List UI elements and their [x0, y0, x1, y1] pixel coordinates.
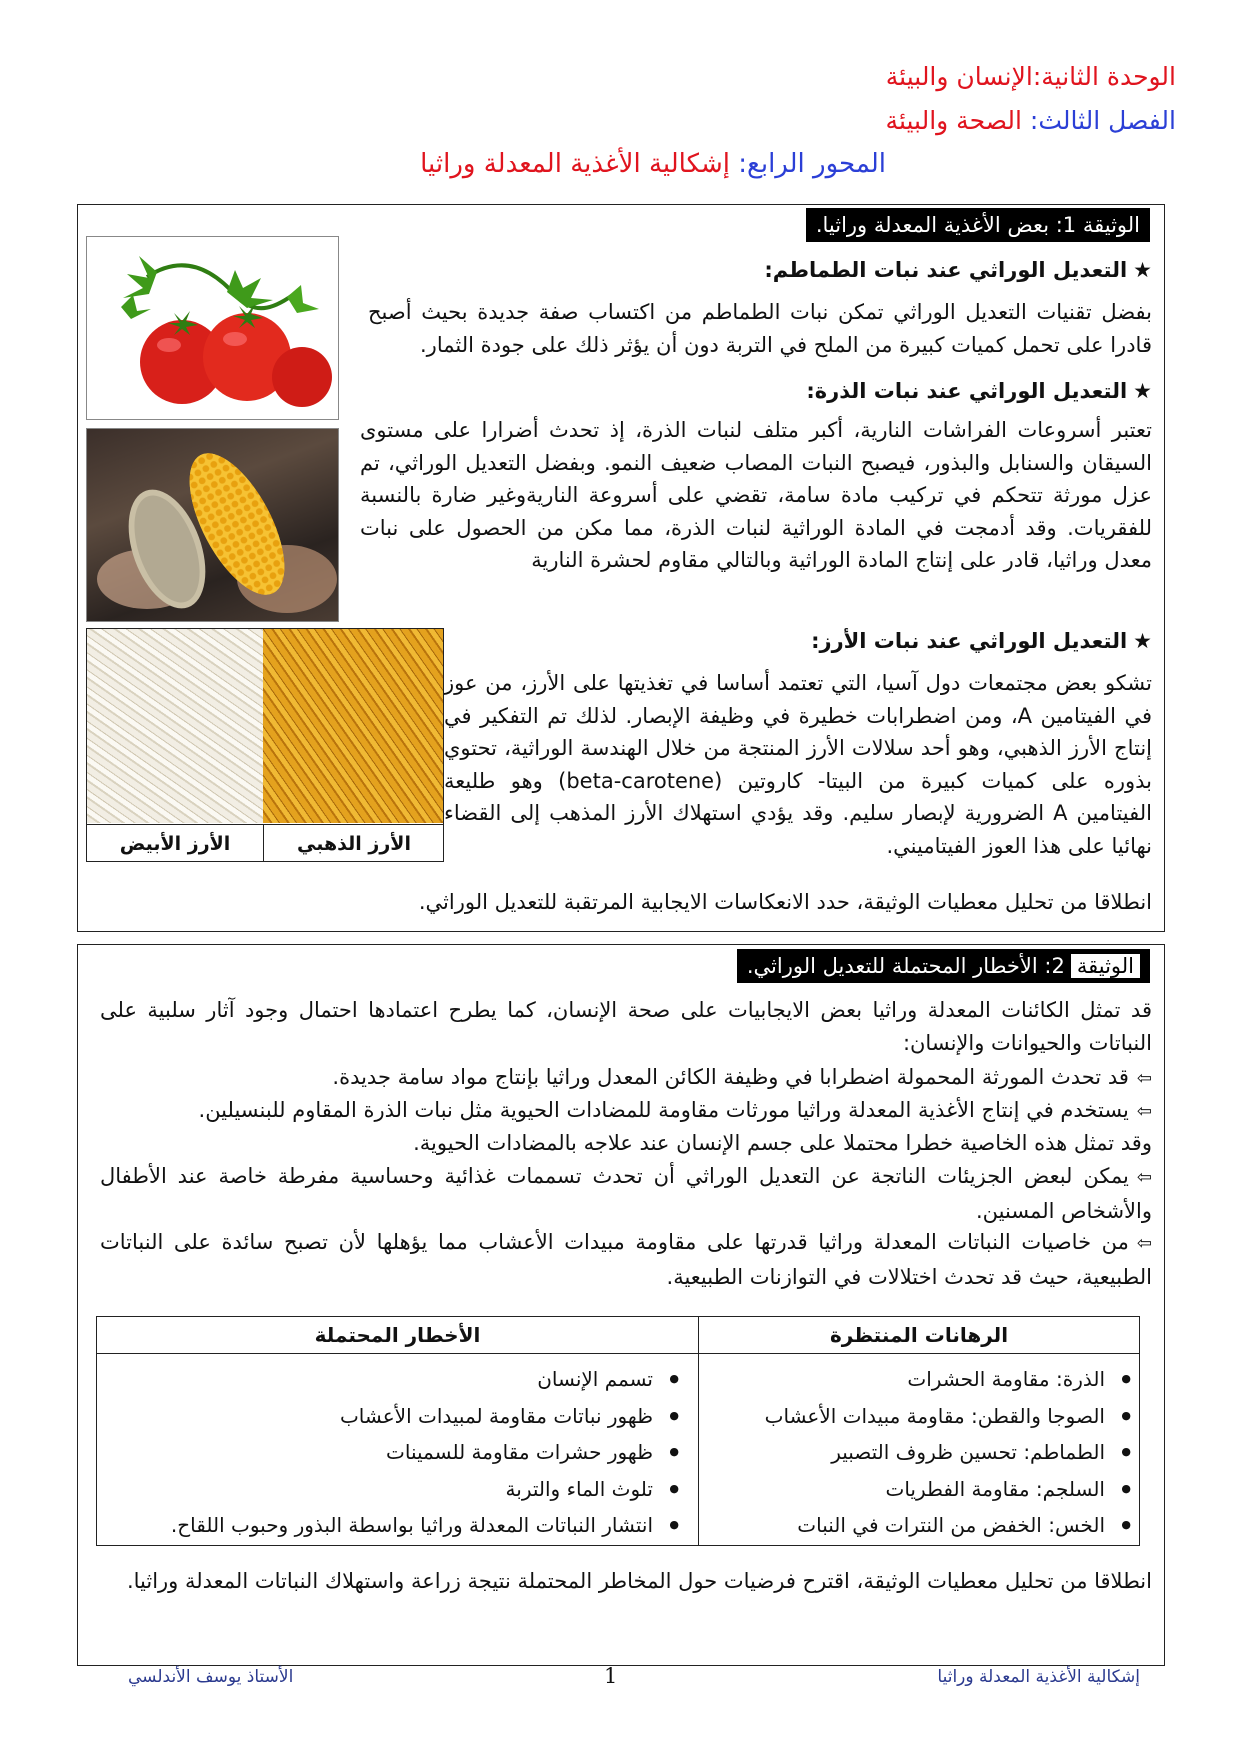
list-item: ● ظهور نباتات مقاومة لمبيدات الأعشاب — [171, 1398, 679, 1435]
table-header-divider — [97, 1353, 1139, 1354]
tomato-illustration — [87, 237, 338, 419]
document-2-title-word: الوثيقة — [1071, 954, 1140, 978]
document-2-title-rest: 2: الأخطار المحتملة للتعديل الوراثي. — [746, 954, 1065, 978]
unit-value: الإنسان والبيئة — [885, 62, 1033, 91]
rice-comparison-figure — [86, 628, 444, 862]
axis-heading — [420, 147, 886, 181]
tomato-image — [86, 236, 339, 420]
rice-text: تشكو بعض مجتمعات دول آسيا، التي تعتمد أساسا في تغذيتها على الأرز، من عوز في الفيتامين A، ومن اضطرابات خطيرة في وظيفة الإبصار. لذلك تم التفكير في إنتاج الأرز الذهبي، وهو أحد سلالات الأرز المنتجة من خلال الهندسة الوراثية، تحتوي بذوره على كميات كبيرة من البيتا- كاروتين (beta-carotene) وهو طليعة الفيتامين A الضرورية لإبصار سليم. وقد يؤدي استهلاك الأرز المذهب إلى القضاء نهائيا على هذا العوز الفيتاميني. — [444, 671, 1153, 858]
document-1-title: الوثيقة 1: بعض الأغذية المعدلة وراثيا. — [806, 208, 1150, 242]
arrow-icon: ⇦ — [1136, 1167, 1152, 1188]
star-icon: ★ — [1133, 258, 1152, 282]
list-item: ● تلوث الماء والتربة — [171, 1471, 679, 1508]
corn-illustration — [87, 429, 338, 621]
risk-bullet-1: ⇦قد تحدث المورثة المحمولة اضطرابا في وظيفة الكائن المعدل وراثيا بإنتاج مواد سامة جديدة. — [332, 1065, 1152, 1089]
white-rice-label: الأرز الأبيض — [87, 824, 263, 862]
risk-bullet-3: ⇦يمكن لبعض الجزيئات الناتجة عن التعديل الوراثي أن تحدث تسممات غذائية وحساسية مفرطة خاصة عند الأطفال والأشخاص المسنين. — [100, 1164, 1152, 1223]
document-1-task: انطلاقا من تحليل معطيات الوثيقة، حدد الانعكاسات الايجابية المرتقبة للتعديل الوراثي. — [418, 890, 1152, 914]
rice-heading: ★التعديل الوراثي عند نبات الأرز: — [811, 629, 1152, 653]
corn-text: تعتبر أسروعات الفراشات النارية، أكبر متلف لنبات الذرة، إذ تحدث أضرارا على مستوى السيقان والسنابل والبذور، فيصبح النبات المصاب ضعيف النمو. وبفضل التعديل الوراثي، تم عزل مورثة تتحكم في تركيب مادة سامة، تقضي على أسروعة الناريةوغير ضارة بالنسبة للفقريات. وقد أدمجت في المادة الوراثية لنبات الذرة، مما مكن من الحصول على نبات معدل وراثيا، قادر على إنتاج المادة الوراثية وبالتالي مقاوم لحشرة النارية — [360, 418, 1152, 572]
table-header-expected: الرهانات المنتظرة — [829, 1323, 1009, 1347]
footer-author: الأستاذ يوسف الأندلسي — [128, 1667, 294, 1687]
risk-bullet-4: ⇦من خاصيات النباتات المعدلة وراثيا قدرتها على مقاومة مبيدات الأعشاب مما يؤهلها لأن تصبح سائدة على النباتات الطبيعية، حيث قد تحدث اختلالات في التوازنات الطبيعية. — [100, 1230, 1152, 1289]
list-item: ● الذرة: مقاومة الحشرات — [765, 1361, 1131, 1398]
arrow-icon: ⇦ — [1136, 1101, 1152, 1122]
list-item: ● تسمم الإنسان — [171, 1361, 679, 1398]
document-2-title — [737, 949, 1150, 983]
axis-key: المحور الرابع: — [738, 149, 886, 179]
stakes-risks-table — [96, 1316, 1140, 1546]
list-item: ● ظهور حشرات مقاومة للسمينات — [171, 1434, 679, 1471]
corn-heading: ★التعديل الوراثي عند نبات الذرة: — [806, 379, 1152, 403]
unit-heading — [886, 60, 1176, 94]
axis-value: إشكالية الأغذية المعدلة وراثيا — [420, 149, 730, 179]
list-item: ● الخس: الخفض من النترات في النبات — [765, 1507, 1131, 1544]
chapter-heading — [886, 104, 1176, 138]
chapter-key: الفصل الثالث: — [1029, 106, 1176, 135]
list-item: ● الصوجا والقطن: مقاومة مبيدات الأعشاب — [765, 1398, 1131, 1435]
star-icon: ★ — [1133, 629, 1152, 653]
tomato-heading: ★التعديل الوراثي عند نبات الطماطم: — [764, 258, 1152, 282]
golden-rice-image — [263, 629, 443, 823]
list-item: ● الطماطم: تحسين ظروف التصبير — [765, 1434, 1131, 1471]
arrow-icon: ⇦ — [1136, 1233, 1152, 1254]
tomato-text: بفضل تقنيات التعديل الوراثي تمكن نبات الطماطم من اكتساب صفة جديدة بحيث أصبح قادرا على تحمل كميات كبيرة من الملح في التربة دون أن يؤثر ذلك على جودة الثمار. — [368, 300, 1152, 357]
footer-topic: إشكالية الأغذية المعدلة وراثيا — [937, 1667, 1140, 1687]
unit-key: الوحدة الثانية: — [1032, 62, 1176, 91]
star-icon: ★ — [1133, 379, 1152, 403]
white-rice-image — [87, 629, 263, 823]
list-item: ● السلجم: مقاومة الفطريات — [765, 1471, 1131, 1508]
corn-image — [86, 428, 339, 622]
risk-bullet-2: ⇦يستخدم في إنتاج الأغذية المعدلة وراثيا مورثات مقاومة للمضادات الحيوية مثل نبات الذرة المقاوم للبنسيلين. — [198, 1098, 1152, 1122]
list-item: ● انتشار النباتات المعدلة وراثيا بواسطة البذور وحبوب اللقاح. — [171, 1507, 679, 1544]
document-2-intro: قد تمثل الكائنات المعدلة وراثيا بعض الايجابيات على صحة الإنسان، كما يطرح اعتمادها احتمال وجود آثار سلبية على النباتات والحيوانات والإنسان: — [100, 998, 1152, 1055]
arrow-icon: ⇦ — [1136, 1068, 1152, 1089]
chapter-value: الصحة والبيئة — [885, 106, 1022, 135]
page-number: 1 — [604, 1664, 618, 1688]
golden-rice-label: الأرز الذهبي — [263, 824, 444, 862]
expected-list — [765, 1361, 1131, 1544]
risks-list — [171, 1361, 679, 1544]
table-header-risks: الأخطار المحتملة — [314, 1323, 481, 1347]
risk-bullet-2-note: وقد تمثل هذه الخاصية خطرا محتملا على جسم الإنسان عند علاجه بالمضادات الحيوية. — [413, 1131, 1152, 1155]
document-2-task: انطلاقا من تحليل معطيات الوثيقة، اقترح فرضيات حول المخاطر المحتملة نتيجة زراعة واستهلاك النباتات المعدلة وراثيا. — [126, 1569, 1152, 1593]
